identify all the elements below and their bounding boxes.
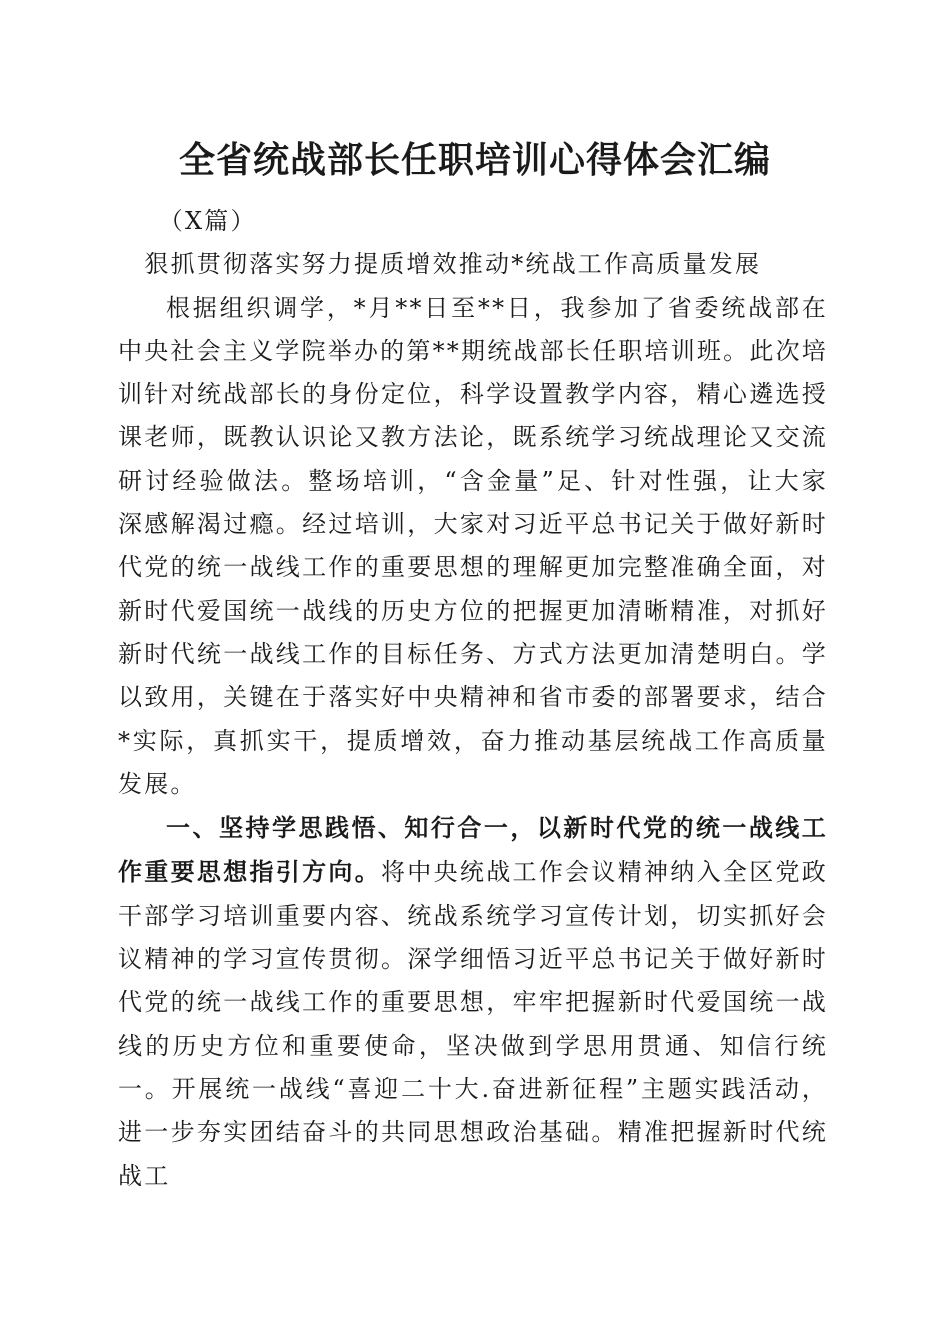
section-1-paragraph	[118, 806, 828, 1198]
chapter-label: （X篇）	[158, 207, 257, 235]
section-1-heading: 一、坚持学思践悟、知行合一，以新时代党的统一战线工作重要思想指引方向。	[118, 813, 828, 887]
document-title: 全省统战部长任职培训心得体会汇编	[178, 139, 771, 181]
document-body	[118, 200, 828, 1198]
intro-paragraph: 根据组织调学，*月**日至**日，我参加了省委统战部在中央社会主义学院举办的第**期统战部长任职培训班。此次培训针对统战部长的身份定位，科学设置教学内容，精心遴选授课老师，既教认识论又教方法论，既系统学习统战理论又交流研讨经验做法。整场培训，“含金量”足、针对性强，让大家深感解渴过瘾。经过培训，大家对习近平总书记关于做好新时代党的统一战线工作的重要思想的理解更加完整准确全面，对新时代爱国统一战线的历史方位的把握更加清晰精准，对抓好新时代统一战线工作的目标任务、方式方法更加清楚明白。学以致用，关键在于落实好中央精神和省市委的部署要求，结合*实际，真抓实干，提质增效，奋力推动基层统战工作高质量发展。	[118, 293, 828, 798]
section-1-text: 将中央统战工作会议精神纳入全区党政干部学习培训重要内容、统战系统学习宣传计划，切实抓好会议精神的学习宣传贯彻。深学细悟习近平总书记关于做好新时代党的统一战线工作的重要思想，牢牢把握新时代爱国统一战线的历史方位和重要使命，坚决做到学思用贯通、知信行统一。开展统一战线“喜迎二十大.奋进新征程”主题实践活动，进一步夯实团结奋斗的共同思想政治基础。精准把握新时代统战工	[118, 858, 828, 1190]
article-title: 狠抓贯彻落实努力提质增效推动*统战工作高质量发展	[144, 250, 762, 279]
